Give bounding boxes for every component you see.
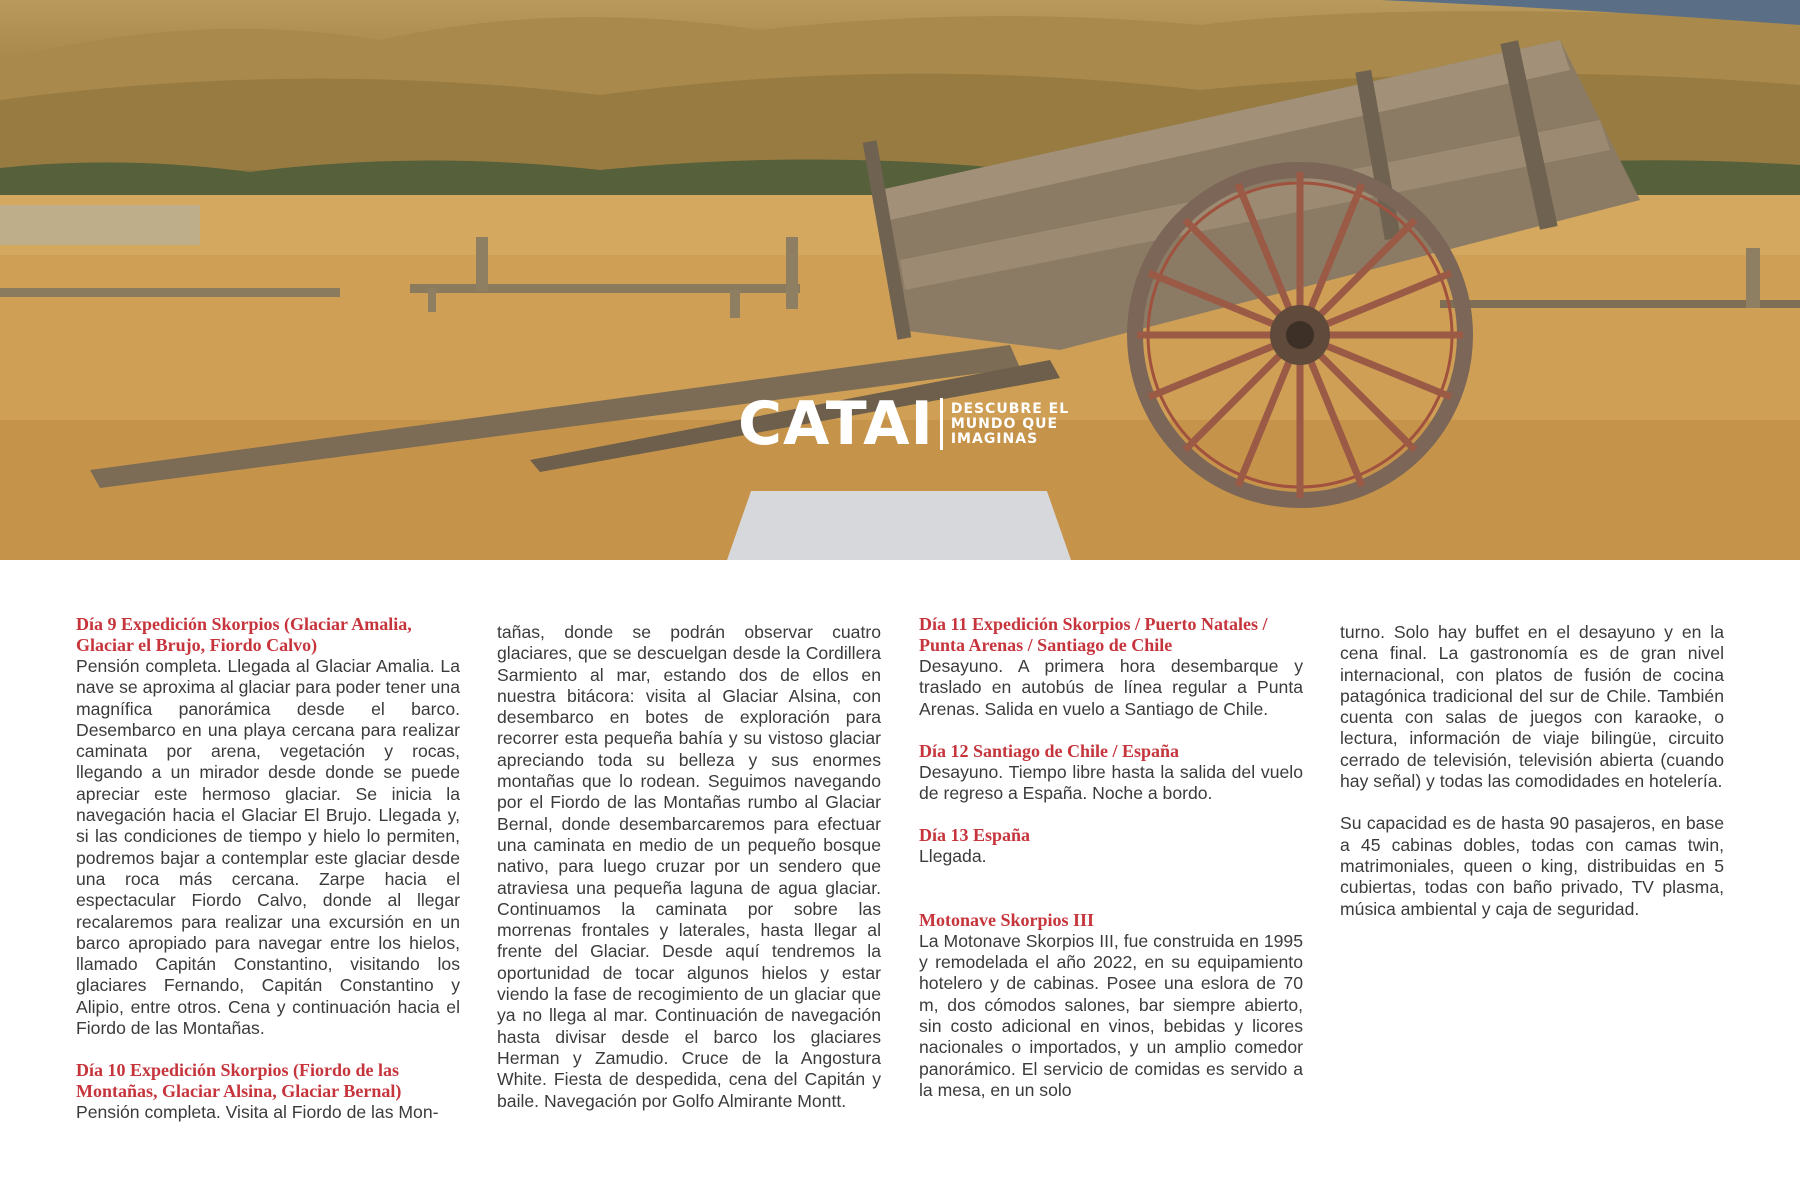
day-12-heading: Día 12 Santiago de Chile / España (919, 740, 1180, 761)
logo-tagline (951, 402, 1071, 447)
catai-logo (738, 389, 1071, 459)
text-column-1 (76, 614, 460, 1124)
tagline-line: DESCUBRE EL (950, 400, 1070, 417)
logo-wordmark: CATAI (738, 389, 934, 459)
day-13-text: Llegada. (919, 846, 987, 867)
day-11-heading: Día 11 Expedición Skorpios / Puerto Natales / Punta Arenas / Santiago de Chile (919, 614, 1268, 655)
hero-photo (0, 0, 1800, 560)
motonave-text-continued: turno. Solo hay buffet en el desayuno y en la cena final. La gastronomía es de gran nivel internacional, con platos de fusión de cocina patagónica tradicional del sur de Chile. También cuenta con salas de juegos con karaoke, o lectura, información de viaje bilingüe, circuito cerrado de televisión, televisión abierta (cuando hay señal) y todas las comodidades en hotelería. (1340, 622, 1724, 792)
landscape-with-cart-illustration (0, 0, 1800, 560)
day-9-heading: Día 9 Expedición Skorpios (Glaciar Amalia, Glaciar el Brujo, Fiordo Calvo) (76, 614, 412, 655)
day-11-text: Desayuno. A primera hora desembarque y traslado en autobús de línea regular a Punta Arenas. Salida en vuelo a Santiago de Chile. (919, 656, 1303, 719)
day-13-heading: Día 13 España (919, 825, 1031, 846)
capacity-text: Su capacidad es de hasta 90 pasajeros, en base a 45 cabinas dobles, todas con camas twin, matrimoniales, queen o king, distribuidas en 5 cubiertas, todas con baño privado, TV plasma, música ambiental y caja de seguridad. (1340, 813, 1724, 919)
day-12-text: Desayuno. Tiempo libre hasta la salida del vuelo de regreso a España. Noche a bordo. (919, 761, 1303, 804)
logo-divider (940, 398, 943, 450)
day-10-text-continued: tañas, donde se podrán observar cuatro glaciares, que se descuelgan desde la Cordillera Sarmiento al mar, estando dos de ellos en nuestra bitácora: visita al Glaciar Alsina, con desembarco en botes de exploración para recorrer esta pequeña bahía y su vistoso glaciar apreciando toda su belleza y sus enormes montañas que lo rodean. Seguimos navegando por el Fiordo de las Montañas rumbo al Glaciar Bernal, donde desembarcaremos para efectuar una caminata en medio de un pequeño bosque nativo, para luego cruzar por un sendero que atraviesa una pequeña laguna de agua glaciar. Continuamos la caminata por sobre las morrenas frontales y laterales, hasta llegar al frente del Glaciar. Desde aquí tendremos la oportunidad de tocar algunos hielos y estar viendo la fase de recogimiento de un glaciar que ya no llega al mar. Continuación de navegación hasta divisar desde el barco los glaciares Herman y Zamudio. Cruce de la Angostura White. Fiesta de despedida, cena del Capitán y baile. Navegación por Golfo Almirante Montt. (497, 622, 881, 1111)
tagline-line: IMAGINAS (950, 430, 1039, 447)
text-column-2 (497, 622, 881, 1112)
motonave-heading: Motonave Skorpios III (919, 909, 1095, 930)
tagline-line: MUNDO QUE (950, 415, 1059, 432)
day-10-text: Pensión completa. Visita al Fiordo de las Mon- (76, 1102, 439, 1123)
day-10-heading: Día 10 Expedición Skorpios (Fiordo de las Montañas, Glaciar Alsina, Glaciar Bernal) (76, 1060, 402, 1102)
motonave-text: La Motonave Skorpios III, fue construida en 1995 y remodelada el año 2022, en su equipamiento hotelero y de cabinas. Posee una eslora de 70 m, dos cómodos salones, bar siempre abierto, sin costo adicional en vinos, bebidas y licores nacionales o importados, y un amplio comedor panorámico. El servicio de comidas es servido a la mesa, en un solo (919, 930, 1303, 1100)
text-column-4 (1340, 622, 1724, 920)
day-9-text: Pensión completa. Llegada al Glaciar Amalia. La nave se aproxima al glaciar para poder tener una magnífica panorámica desde el barco. Desembarco en una playa cercana para realizar caminata por arena, vegetación y rocas, llegando a un mirador desde donde se puede apreciar este hermoso glaciar. Se inicia la navegación hacia el Glaciar El Brujo. Llegada y, si las condiciones de tiempo y hielo lo permiten, podremos bajar a contemplar este glaciar desde una roca más cercana. Zarpe hacia el espectacular Fiordo Calvo, donde al llegar recalaremos para realizar una excursión en un barco apropiado para navegar entre los hielos, llamado Capitán Constantino, visitando los glaciares Fernando, Capitán Constantino y Alipio, entre otros. Cena y continuación hacia el Fiordo de las Montañas. (76, 656, 460, 1039)
text-column-3 (919, 614, 1303, 1101)
hero-tab-shape (727, 491, 1071, 560)
